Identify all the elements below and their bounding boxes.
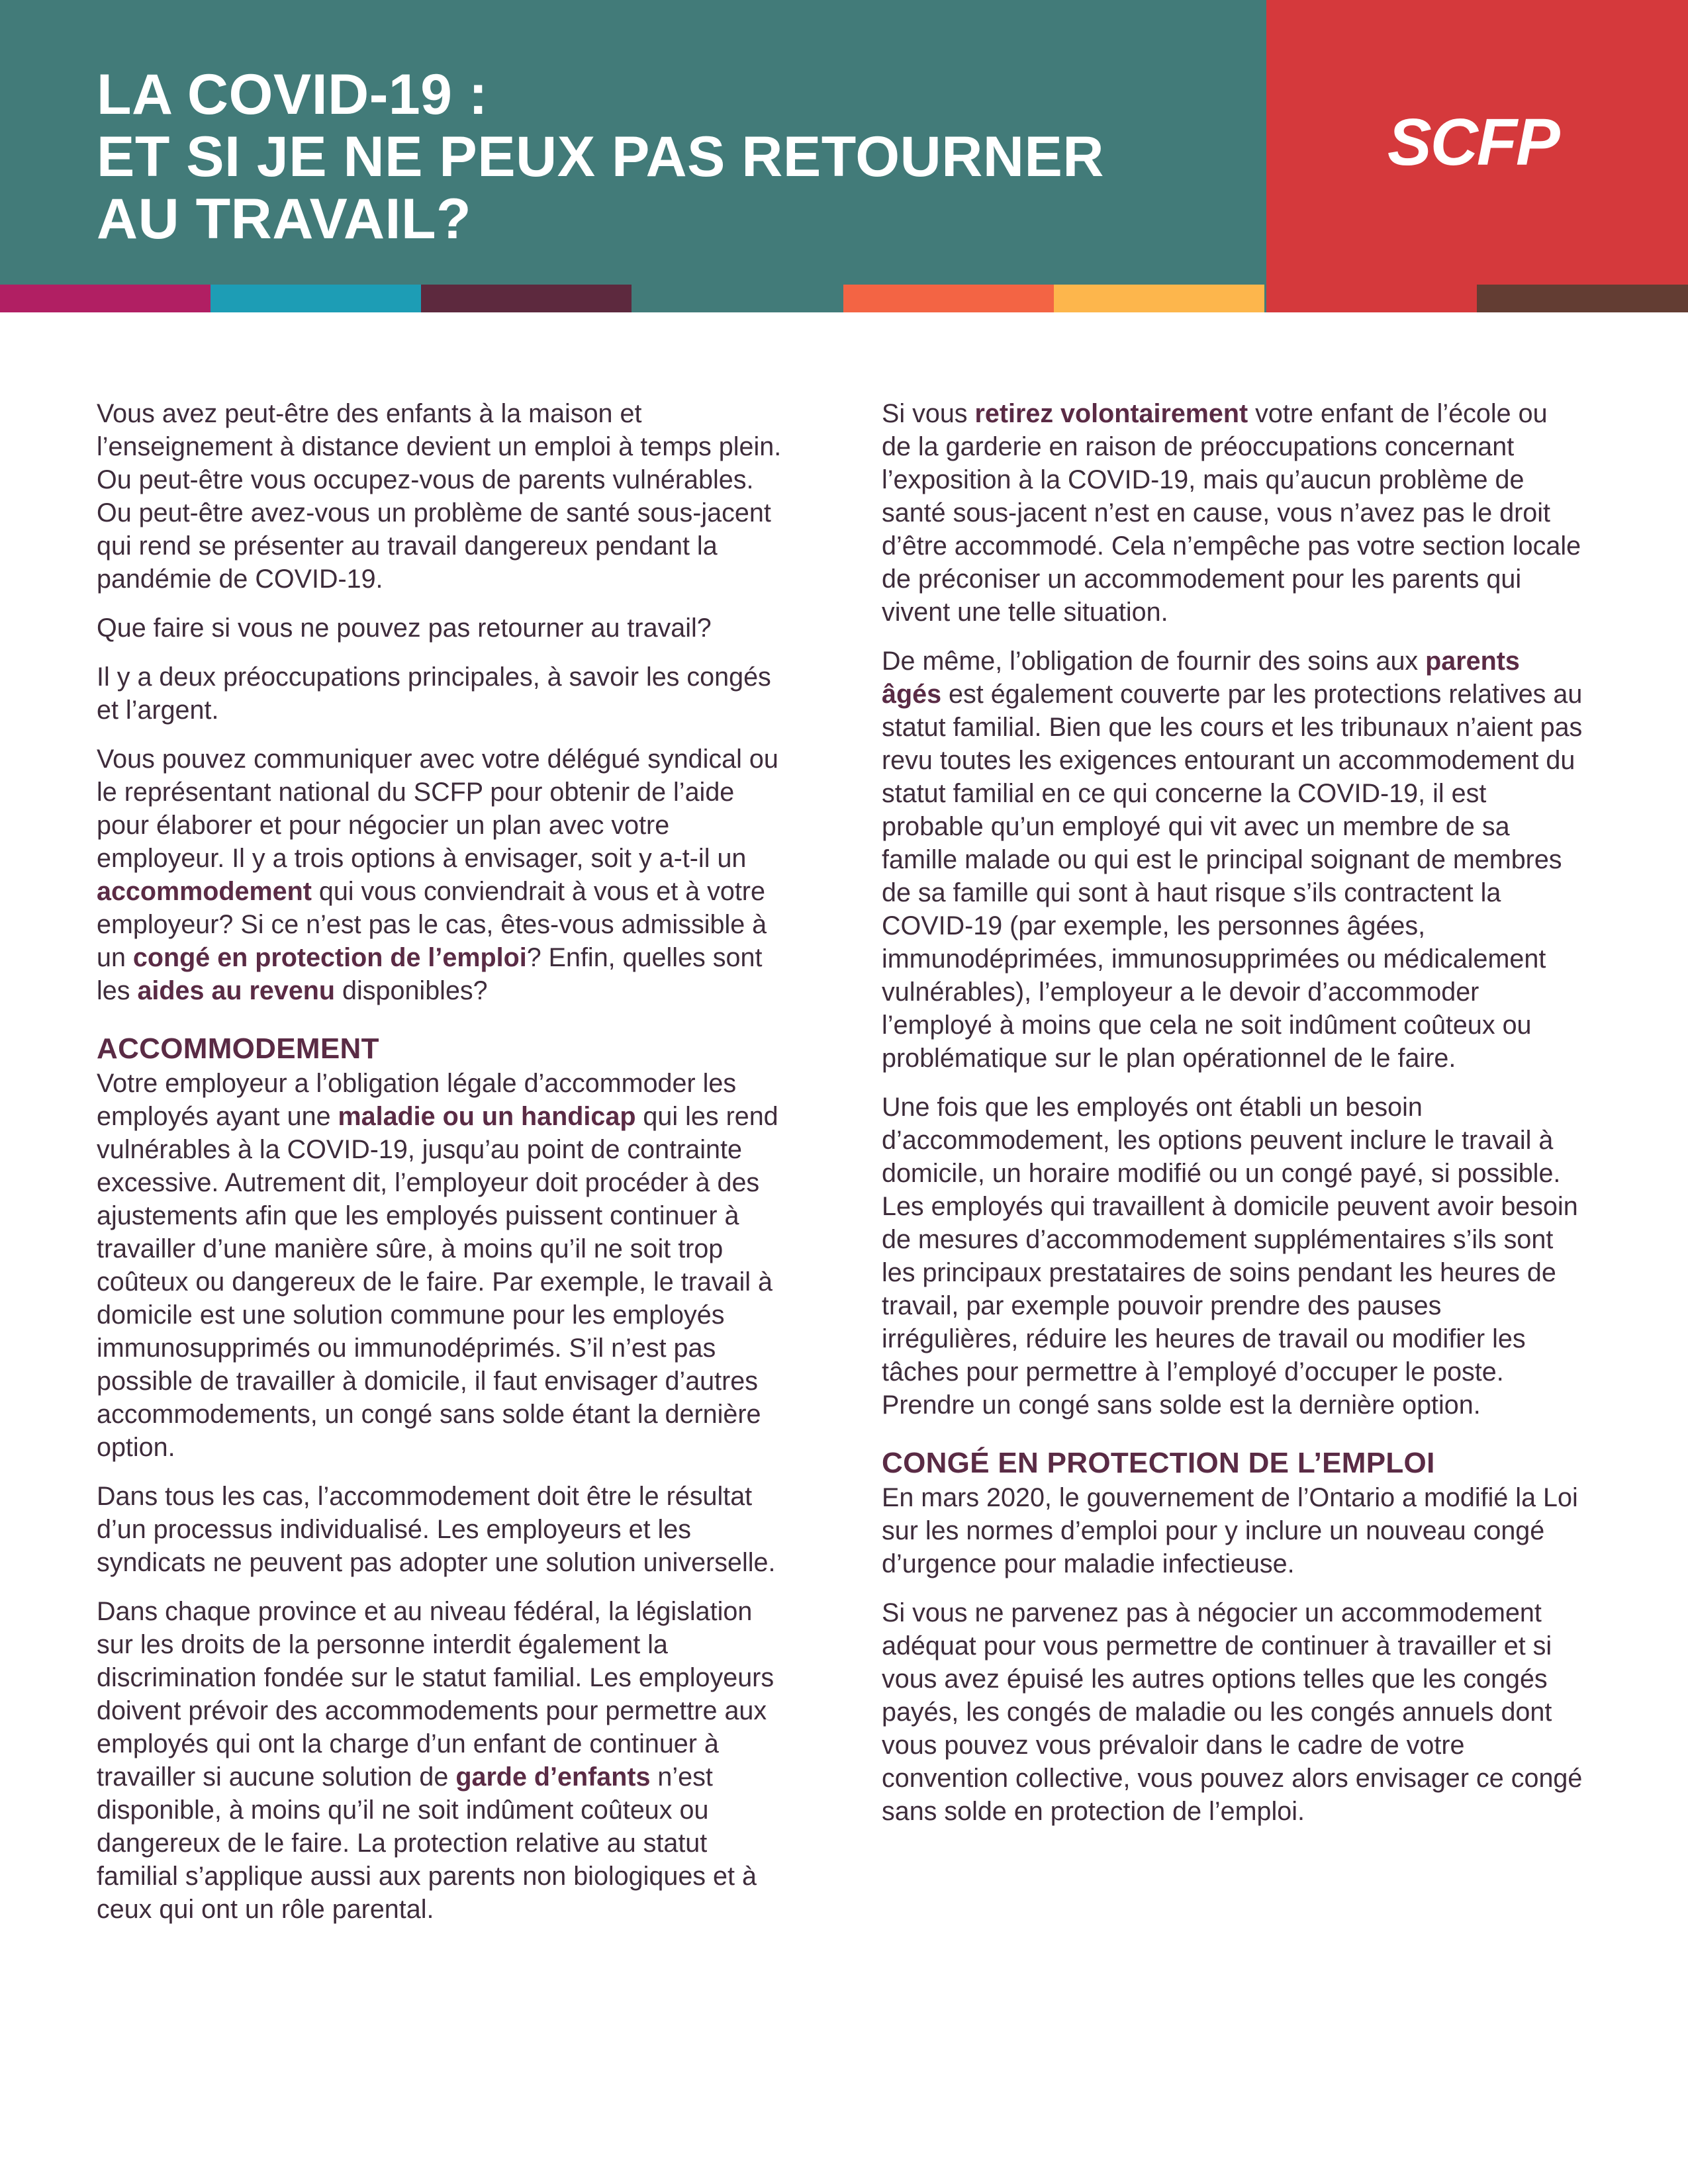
color-stripe-bar — [0, 285, 1266, 312]
bold-term: maladie ou un handicap — [338, 1102, 636, 1131]
unpaid-leave-paragraph: Si vous ne parvenez pas à négocier un accommodement adéquat pour vous permettre de continuer à travailler et si vous avez épuisé les autres options telles que les congés payés, les congés de maladie ou les congés annuels dont vous pouvez vous prévaloir dans le cadre de votre convention collective, vous pouvez alors envisager ce congé sans solde en protection de l’emploi. — [882, 1598, 1583, 1826]
bold-term: accommodement — [97, 877, 312, 906]
concerns-paragraph: Il y a deux préoccupations principales, à savoir les congés et l’argent. — [97, 662, 771, 725]
stripe-magenta — [0, 285, 211, 312]
header-red-block — [1266, 0, 1688, 312]
right-column — [882, 397, 1583, 1844]
header-teal-band — [0, 0, 1266, 285]
left-column — [97, 397, 792, 1942]
title-line: LA COVID-19 : — [97, 63, 489, 126]
stripe-teal-end — [1264, 285, 1266, 312]
options-paragraph: Vous pouvez communiquer avec votre délégué syndical ou le représentant national du SCFP pour obtenir de l’aide pour élaborer et pour négocier un plan avec votre employeur. Il y a trois options à envisager, soit y a-t-il un accommodement qui vous conviendrait à vous et à votre employeur? Si ce n’est pas le cas, êtes-vous admissible à un congé en protection de l’emploi? Enfin, quelles sont les aides au revenu disponibles? — [97, 745, 778, 1005]
title-line: AU TRAVAIL? — [97, 187, 472, 251]
stripe-brown — [1477, 285, 1688, 312]
stripe-plum — [421, 285, 632, 312]
section-heading-conge: CONGÉ EN PROTECTION DE L’EMPLOI — [882, 1447, 1435, 1479]
accommodement-paragraph: Votre employeur a l’obligation légale d’accommoder les employés ayant une maladie ou un handicap qui les rend vulnérables à la COVID-19, jusqu’au point de contrainte excessive. Autrement dit, l’employeur doit procéder à des ajustements afin que les employés puissent continuer à travailler d’une manière sûre, à moins qu’il ne soit trop coûteux ou dangereux de le faire. Par exemple, le travail à domicile est une solution commune pour les employés immunosupprimés ou immunodéprimés. S’il n’est pas possible de travailler à domicile, il faut envisager d’autres accommodements, un congé sans solde étant la dernière option. — [97, 1069, 778, 1462]
intro-paragraph: Vous avez peut-être des enfants à la maison et l’enseignement à distance devient un emploi à temps plein. Ou peut-être vous occupez-vous de parents vulnérables. Ou peut-être avez-vous un problème de santé sous-jacent qui rend se présenter au travail dangereux pendant la pandémie de COVID-19. — [97, 399, 782, 594]
bold-term: parents âgés — [882, 647, 1520, 709]
elderly-parents-paragraph: De même, l’obligation de fournir des soins aux parents âgés est également couverte par les protections relatives au statut familial. Bien que les cours et les tribunaux n’aient pas revu toutes les exigences entourant un accommodement du statut familial en ce qui concerne la COVID-19, il est probable qu’un employé qui vit avec un membre de sa famille malade ou qui est le principal soignant de membres de sa famille qui sont à haut risque s’ils contractent la COVID-19 (par exemple, les personnes âgées, immunodéprimées, immunosupprimées ou médicalement vulnérables), l’employeur a le devoir d’accommoder l’employé à moins que cela ne soit indûment coûteux ou problématique sur le plan opérationnel de le faire. — [882, 647, 1583, 1073]
page-title — [97, 64, 1248, 250]
family-status-paragraph: Dans chaque province et au niveau fédéral, la législation sur les droits de la personne interdit également la discrimination fondée sur le statut familial. Les employeurs doivent prévoir des accommodements pour permettre aux employés qui ont la charge d’un enfant de continuer à travailler si aucune solution de garde d’enfants n’est disponible, à moins qu’il ne soit indûment coûteux ou dangereux de le faire. La protection relative au statut familial s’applique aussi aux parents non biologiques et à ceux qui ont un rôle parental. — [97, 1597, 774, 1924]
bold-term: retirez volontairement — [974, 399, 1248, 428]
title-line: ET SI JE NE PEUX PAS RETOURNER — [97, 125, 1104, 189]
bold-term: aides au revenu — [137, 976, 336, 1005]
stripe-yellow — [1054, 285, 1264, 312]
stripe-teal — [632, 285, 843, 312]
question-paragraph: Que faire si vous ne pouvez pas retourner au travail? — [97, 614, 712, 643]
bold-term: congé en protection de l’emploi — [132, 943, 527, 972]
bold-term: garde d’enfants — [455, 1762, 651, 1792]
voluntary-withdrawal-paragraph: Si vous retirez volontairement votre enfant de l’école ou de la garderie en raison de préoccupations concernant l’exposition à la COVID-19, mais qu’aucun problème de santé sous-jacent n’est en cause, vous n’avez pas le droit d’être accommodé. Cela n’empêche pas votre section locale de préconiser un accommodement pour les parents qui vivent une telle situation. — [882, 399, 1581, 627]
scfp-logo: SCFP — [1387, 105, 1559, 179]
ontario-paragraph: En mars 2020, le gouvernement de l’Ontario a modifié la Loi sur les normes d’emploi pour y inclure un nouveau congé d’urgence pour maladie infectieuse. — [882, 1483, 1578, 1578]
page-header — [0, 0, 1688, 312]
stripe-cyan — [211, 285, 421, 312]
options-accommodation-paragraph: Une fois que les employés ont établi un besoin d’accommodement, les options peuvent inclure le travail à domicile, un horaire modifié ou un congé payé, si possible. Les employés qui travaillent à domicile peuvent avoir besoin de mesures d’accommodement supplémentaires s’ils sont les principaux prestataires de soins pendant les heures de travail, par exemple pouvoir prendre des pauses irrégulières, réduire les heures de travail ou modifier les tâches pour permettre à l’employé d’occuper le poste. Prendre un congé sans solde est la dernière option. — [882, 1093, 1578, 1420]
individualized-paragraph: Dans tous les cas, l’accommodement doit être le résultat d’un processus individualisé. Les employeurs et les syndicats ne peuvent pas adopter une solution universelle. — [97, 1482, 776, 1577]
section-heading-accommodement: ACCOMMODEMENT — [97, 1032, 379, 1065]
stripe-orange — [843, 285, 1054, 312]
